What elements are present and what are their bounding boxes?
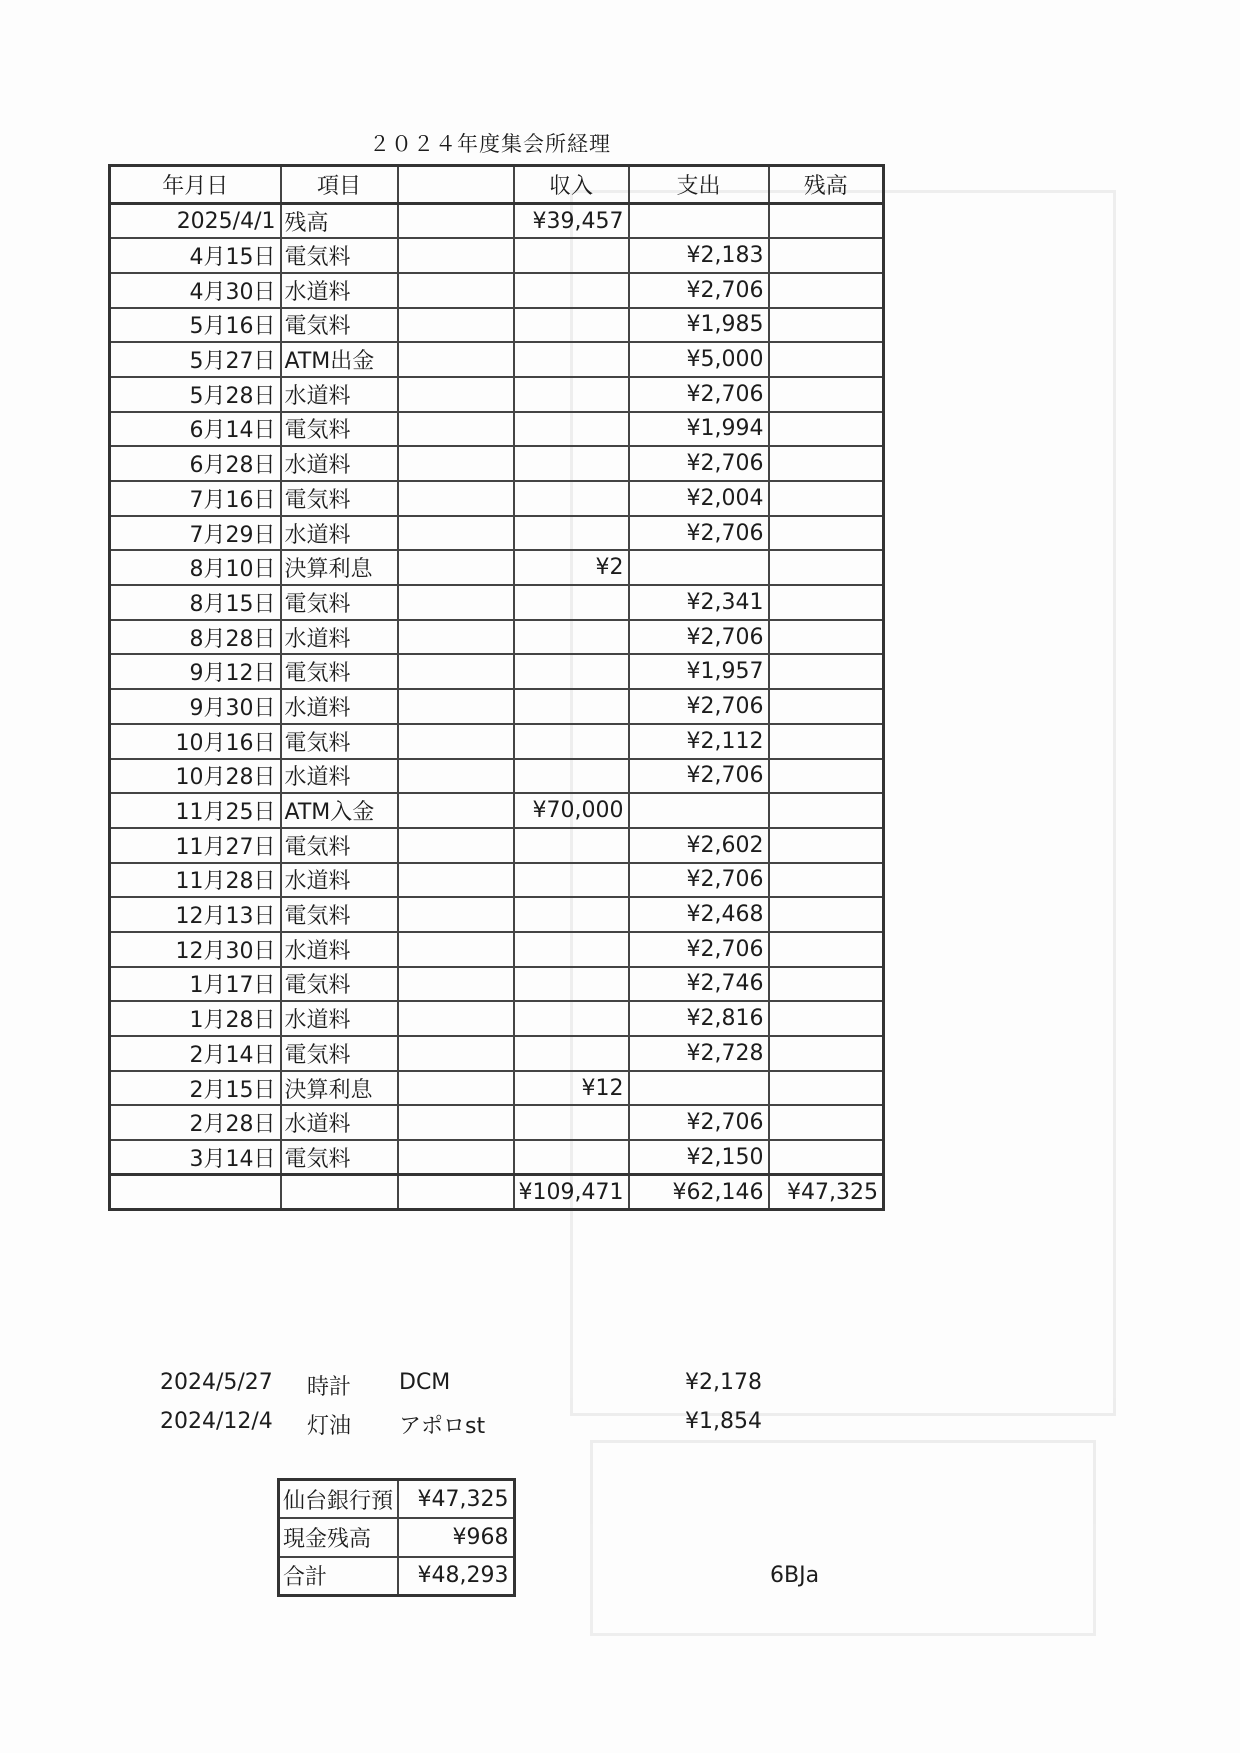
row-memo <box>398 412 514 447</box>
row-item: 水道料 <box>281 932 398 967</box>
total-item-cell <box>281 1175 398 1210</box>
row-item: 水道料 <box>281 1001 398 1036</box>
ledger-row <box>110 689 884 724</box>
row-item: 決算利息 <box>281 1071 398 1106</box>
ledger-row <box>110 273 884 308</box>
row-memo <box>398 759 514 794</box>
ledger-row <box>110 863 884 898</box>
row-memo <box>398 308 514 343</box>
row-item: 水道料 <box>281 863 398 898</box>
row-date: 11月28日 <box>110 863 281 898</box>
row-item: ATM出金 <box>281 342 398 377</box>
row-memo <box>398 446 514 481</box>
row-expense: ¥2,706 <box>629 273 769 308</box>
header-expense: 支出 <box>629 166 769 204</box>
row-item: 水道料 <box>281 689 398 724</box>
row-income <box>514 967 629 1002</box>
row-memo <box>398 620 514 655</box>
row-income <box>514 689 629 724</box>
row-expense: ¥2,602 <box>629 828 769 863</box>
row-expense: ¥1,994 <box>629 412 769 447</box>
row-date: 2月28日 <box>110 1105 281 1140</box>
row-income <box>514 481 629 516</box>
row-date: 11月27日 <box>110 828 281 863</box>
row-item: 電気料 <box>281 1140 398 1175</box>
row-date: 4月30日 <box>110 273 281 308</box>
row-expense: ¥2,004 <box>629 481 769 516</box>
row-memo <box>398 585 514 620</box>
row-item: 水道料 <box>281 273 398 308</box>
row-balance <box>769 446 884 481</box>
row-date: 1月28日 <box>110 1001 281 1036</box>
row-item: 電気料 <box>281 897 398 932</box>
row-memo <box>398 273 514 308</box>
ledger-total-row <box>110 1175 884 1210</box>
ledger-row <box>110 620 884 655</box>
row-expense: ¥2,706 <box>629 1105 769 1140</box>
row-item: ATM入金 <box>281 793 398 828</box>
row-income <box>514 377 629 412</box>
row-date: 8月15日 <box>110 585 281 620</box>
row-balance <box>769 1001 884 1036</box>
row-memo <box>398 550 514 585</box>
row-expense: ¥2,183 <box>629 238 769 273</box>
row-income: ¥12 <box>514 1071 629 1106</box>
extra-expense-vendor: アポロst <box>399 1414 486 1439</box>
row-expense: ¥2,706 <box>629 516 769 551</box>
row-income <box>514 932 629 967</box>
row-date: 2月14日 <box>110 1036 281 1071</box>
row-income <box>514 446 629 481</box>
ledger-row <box>110 932 884 967</box>
row-expense: ¥2,706 <box>629 446 769 481</box>
ledger-row <box>110 967 884 1002</box>
total-expense: ¥62,146 <box>629 1175 769 1210</box>
row-date: 2025/4/1 <box>110 204 281 239</box>
row-expense: ¥1,985 <box>629 308 769 343</box>
total-balance: ¥47,325 <box>769 1175 884 1210</box>
row-expense <box>629 793 769 828</box>
row-item: 電気料 <box>281 238 398 273</box>
extra-expense-amount: ¥2,178 <box>685 1370 762 1395</box>
ledger-row <box>110 1071 884 1106</box>
summary-value: ¥48,293 <box>398 1557 514 1596</box>
row-income <box>514 897 629 932</box>
row-balance <box>769 342 884 377</box>
row-date: 12月30日 <box>110 932 281 967</box>
extra-expense-amount: ¥1,854 <box>685 1409 762 1434</box>
summary-label: 現金残高 <box>279 1518 399 1557</box>
row-memo <box>398 724 514 759</box>
row-income <box>514 863 629 898</box>
row-balance <box>769 1140 884 1175</box>
row-balance <box>769 412 884 447</box>
row-expense: ¥2,150 <box>629 1140 769 1175</box>
row-memo <box>398 204 514 239</box>
row-memo <box>398 967 514 1002</box>
row-balance <box>769 1036 884 1071</box>
row-balance <box>769 238 884 273</box>
row-expense: ¥2,706 <box>629 620 769 655</box>
row-balance <box>769 967 884 1002</box>
row-expense <box>629 1071 769 1106</box>
row-expense <box>629 550 769 585</box>
row-balance <box>769 863 884 898</box>
row-balance <box>769 620 884 655</box>
row-expense: ¥2,728 <box>629 1036 769 1071</box>
row-balance <box>769 550 884 585</box>
row-date: 8月28日 <box>110 620 281 655</box>
row-income <box>514 1036 629 1071</box>
ledger-row <box>110 828 884 863</box>
summary-value: ¥968 <box>398 1518 514 1557</box>
row-balance <box>769 585 884 620</box>
row-balance <box>769 897 884 932</box>
row-item: 電気料 <box>281 308 398 343</box>
row-memo <box>398 654 514 689</box>
row-expense: ¥2,706 <box>629 863 769 898</box>
extra-expense-date: 2024/12/4 <box>160 1409 273 1434</box>
row-date: 1月17日 <box>110 967 281 1002</box>
row-memo <box>398 793 514 828</box>
balance-summary-table <box>277 1478 516 1597</box>
row-income <box>514 585 629 620</box>
row-memo <box>398 689 514 724</box>
row-balance <box>769 793 884 828</box>
row-balance <box>769 759 884 794</box>
row-income <box>514 1001 629 1036</box>
row-date: 9月12日 <box>110 654 281 689</box>
ledger-row <box>110 204 884 239</box>
ledger-table <box>108 164 885 1211</box>
ledger-row <box>110 377 884 412</box>
row-income: ¥39,457 <box>514 204 629 239</box>
row-date: 4月15日 <box>110 238 281 273</box>
header-income: 収入 <box>514 166 629 204</box>
row-memo <box>398 1036 514 1071</box>
row-income <box>514 308 629 343</box>
ledger-body <box>110 204 884 1175</box>
row-date: 5月16日 <box>110 308 281 343</box>
ledger-row <box>110 585 884 620</box>
row-date: 11月25日 <box>110 793 281 828</box>
row-income: ¥70,000 <box>514 793 629 828</box>
ledger-row <box>110 238 884 273</box>
row-expense: ¥2,816 <box>629 1001 769 1036</box>
ledger-row <box>110 481 884 516</box>
row-date: 3月14日 <box>110 1140 281 1175</box>
row-income <box>514 620 629 655</box>
summary-row <box>279 1557 515 1596</box>
row-balance <box>769 516 884 551</box>
row-income <box>514 516 629 551</box>
row-balance <box>769 377 884 412</box>
header-item: 項目 <box>281 166 398 204</box>
row-balance <box>769 481 884 516</box>
ledger-row <box>110 1001 884 1036</box>
row-balance <box>769 1105 884 1140</box>
summary-label: 仙台銀行預 <box>279 1480 399 1519</box>
summary-value: ¥47,325 <box>398 1480 514 1519</box>
row-item: 決算利息 <box>281 550 398 585</box>
row-balance <box>769 1071 884 1106</box>
row-item: 電気料 <box>281 1036 398 1071</box>
row-item: 残高 <box>281 204 398 239</box>
summary-row <box>279 1480 515 1519</box>
row-expense: ¥2,706 <box>629 932 769 967</box>
row-date: 9月30日 <box>110 689 281 724</box>
total-income: ¥109,471 <box>514 1175 629 1210</box>
row-balance <box>769 654 884 689</box>
row-memo <box>398 1105 514 1140</box>
row-item: 電気料 <box>281 654 398 689</box>
row-income <box>514 654 629 689</box>
ledger-row <box>110 342 884 377</box>
row-item: 水道料 <box>281 1105 398 1140</box>
row-date: 6月14日 <box>110 412 281 447</box>
header-balance: 残高 <box>769 166 884 204</box>
header-memo <box>398 166 514 204</box>
extra-expense-item: 灯油 <box>307 1414 352 1439</box>
row-date: 10月16日 <box>110 724 281 759</box>
row-item: 電気料 <box>281 585 398 620</box>
ledger-row <box>110 654 884 689</box>
row-item: 水道料 <box>281 446 398 481</box>
row-income <box>514 1105 629 1140</box>
row-date: 12月13日 <box>110 897 281 932</box>
row-item: 電気料 <box>281 412 398 447</box>
row-date: 7月29日 <box>110 516 281 551</box>
row-memo <box>398 1140 514 1175</box>
row-expense: ¥2,468 <box>629 897 769 932</box>
extra-expense-vendor: DCM <box>399 1370 451 1395</box>
row-item: 電気料 <box>281 724 398 759</box>
row-memo <box>398 897 514 932</box>
row-income <box>514 238 629 273</box>
row-date: 2月15日 <box>110 1071 281 1106</box>
row-income <box>514 724 629 759</box>
row-expense: ¥2,112 <box>629 724 769 759</box>
extra-expense-item: 時計 <box>307 1375 352 1400</box>
row-memo <box>398 238 514 273</box>
row-memo <box>398 1001 514 1036</box>
document-title: ２０２４年度集会所経理 <box>369 132 611 156</box>
row-memo <box>398 481 514 516</box>
row-date: 8月10日 <box>110 550 281 585</box>
row-item: 水道料 <box>281 759 398 794</box>
ledger-row <box>110 412 884 447</box>
row-income <box>514 342 629 377</box>
row-memo <box>398 863 514 898</box>
row-item: 水道料 <box>281 377 398 412</box>
row-memo <box>398 1071 514 1106</box>
row-item: 水道料 <box>281 620 398 655</box>
row-date: 5月28日 <box>110 377 281 412</box>
row-item: 電気料 <box>281 481 398 516</box>
row-memo <box>398 342 514 377</box>
extra-expense-date: 2024/5/27 <box>160 1370 273 1395</box>
ledger-row <box>110 1140 884 1175</box>
row-balance <box>769 204 884 239</box>
row-date: 7月16日 <box>110 481 281 516</box>
row-memo <box>398 932 514 967</box>
row-income <box>514 759 629 794</box>
row-income <box>514 1140 629 1175</box>
ledger-row <box>110 1105 884 1140</box>
ledger-row <box>110 897 884 932</box>
row-balance <box>769 689 884 724</box>
row-memo <box>398 377 514 412</box>
total-date-cell <box>110 1175 281 1210</box>
summary-row <box>279 1518 515 1557</box>
row-expense: ¥2,341 <box>629 585 769 620</box>
row-income <box>514 273 629 308</box>
row-balance <box>769 724 884 759</box>
row-balance <box>769 828 884 863</box>
row-expense: ¥2,706 <box>629 759 769 794</box>
row-expense <box>629 204 769 239</box>
row-expense: ¥2,706 <box>629 377 769 412</box>
row-item: 電気料 <box>281 828 398 863</box>
ledger-row <box>110 1036 884 1071</box>
row-expense: ¥5,000 <box>629 342 769 377</box>
summary-label: 合計 <box>279 1557 399 1596</box>
ledger-header-row <box>110 166 884 204</box>
row-income: ¥2 <box>514 550 629 585</box>
total-memo-cell <box>398 1175 514 1210</box>
ledger-row <box>110 308 884 343</box>
ledger-row <box>110 550 884 585</box>
row-item: 水道料 <box>281 516 398 551</box>
row-balance <box>769 932 884 967</box>
row-expense: ¥2,706 <box>629 689 769 724</box>
row-date: 5月27日 <box>110 342 281 377</box>
ledger-row <box>110 759 884 794</box>
ledger-row <box>110 793 884 828</box>
ghost-box-outline <box>590 1440 1096 1636</box>
row-income <box>514 828 629 863</box>
row-memo <box>398 828 514 863</box>
row-date: 10月28日 <box>110 759 281 794</box>
row-item: 電気料 <box>281 967 398 1002</box>
ledger-row <box>110 724 884 759</box>
row-memo <box>398 516 514 551</box>
handwritten-note: 6BJa <box>770 1563 820 1588</box>
row-balance <box>769 273 884 308</box>
ledger-row <box>110 516 884 551</box>
header-date: 年月日 <box>110 166 281 204</box>
row-balance <box>769 308 884 343</box>
ledger-row <box>110 446 884 481</box>
row-expense: ¥2,746 <box>629 967 769 1002</box>
row-income <box>514 412 629 447</box>
row-expense: ¥1,957 <box>629 654 769 689</box>
row-date: 6月28日 <box>110 446 281 481</box>
